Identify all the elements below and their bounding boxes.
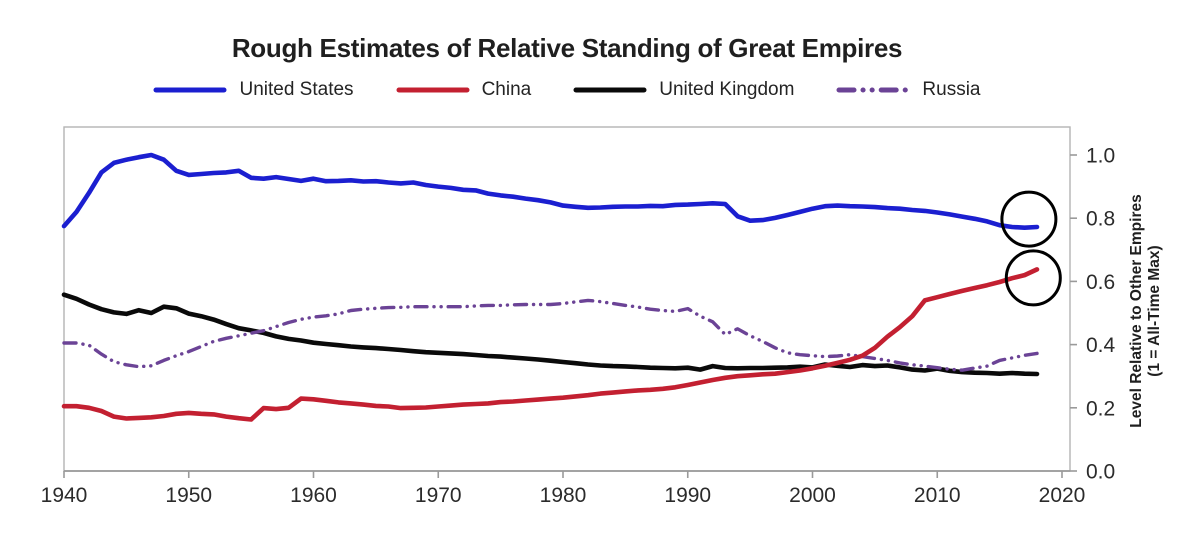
line-united-states — [64, 155, 1037, 228]
x-tick-label: 1940 — [40, 484, 88, 507]
line-china — [64, 269, 1037, 419]
x-tick-label: 2020 — [1038, 484, 1086, 507]
x-tick-label: 1990 — [664, 484, 712, 507]
legend-swatch-united-kingdom-icon — [573, 85, 647, 95]
x-tick-label: 1970 — [414, 484, 462, 507]
legend-label-united-states: United States — [239, 79, 354, 100]
legend-swatch-united-states-icon — [153, 85, 227, 95]
chart-legend — [0, 79, 1134, 101]
legend-label-china: China — [481, 79, 532, 100]
y-tick-label: 0.0 — [1086, 460, 1116, 484]
y-tick-label: 0.4 — [1086, 334, 1116, 358]
x-tick-label: 1980 — [539, 484, 587, 507]
legend-item-russia — [836, 79, 980, 101]
x-tick-label: 2010 — [913, 484, 961, 507]
y-tick-label: 0.8 — [1086, 207, 1116, 231]
y-axis-title-line2: (1 = All-Time Max) — [1146, 245, 1163, 377]
legend-item-united-kingdom — [573, 79, 794, 101]
x-tick-label: 1950 — [165, 484, 213, 507]
chart-title: Rough Estimates of Relative Standing of Great Empires — [231, 33, 903, 63]
y-tick-label: 0.6 — [1086, 270, 1116, 294]
x-tick-label: 2000 — [789, 484, 836, 507]
legend-label-united-kingdom: United Kingdom — [659, 79, 795, 100]
plot-border — [64, 127, 1070, 471]
legend-label-russia: Russia — [922, 79, 981, 100]
legend-swatch-china-icon — [396, 85, 470, 95]
y-tick-label: 0.2 — [1086, 397, 1116, 421]
legend-item-united-states — [153, 79, 353, 101]
legend-item-china — [396, 79, 532, 101]
legend-swatch-russia-icon — [836, 85, 910, 95]
x-tick-label: 1960 — [290, 484, 337, 507]
y-axis-title-line1: Level Relative to Other Empires — [1128, 194, 1145, 428]
y-tick-label: 1.0 — [1086, 144, 1116, 168]
united-states-endpoint-highlight-circle — [1002, 192, 1056, 246]
